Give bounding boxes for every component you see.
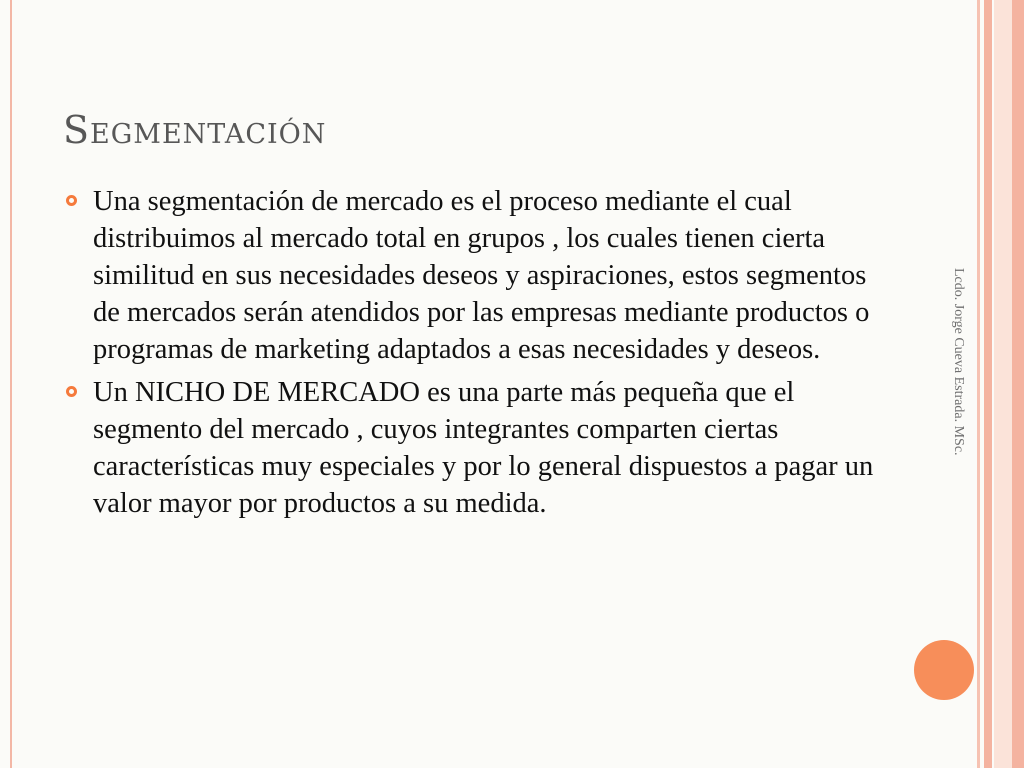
slide-content	[66, 183, 896, 528]
author-side-note-text: Lcdo. Jorge Cueva Estrada. MSc.	[951, 268, 966, 456]
bullet-text: Un NICHO DE MERCADO es una parte más pequeña que el segmento del mercado , cuyos integrantes comparten ciertas características muy especiales y por lo general dispuestos a pagar un valor mayor por productos a su medida.	[93, 377, 874, 519]
bullet-item	[66, 183, 896, 368]
right-decorative-band	[1012, 0, 1024, 768]
left-border-line	[10, 0, 12, 768]
right-decorative-band	[977, 0, 980, 768]
right-decorative-band	[994, 0, 1012, 768]
slide-title: Segmentación	[63, 108, 327, 152]
right-decorative-band	[984, 0, 992, 768]
bullet-item	[66, 374, 896, 522]
bullet-circle-icon	[66, 386, 77, 397]
bullet-text: Una segmentación de mercado es el proceso mediante el cual distribuimos al mercado total en grupos , los cuales tienen cierta similitud en sus necesidades deseos y aspiraciones, estos segmentos de mercados serán atendidos por las empresas mediante productos o programas de marketing adaptados a esas necesidades y deseos.	[93, 186, 870, 365]
bullet-circle-icon	[66, 195, 77, 206]
decorative-circle	[914, 640, 974, 700]
